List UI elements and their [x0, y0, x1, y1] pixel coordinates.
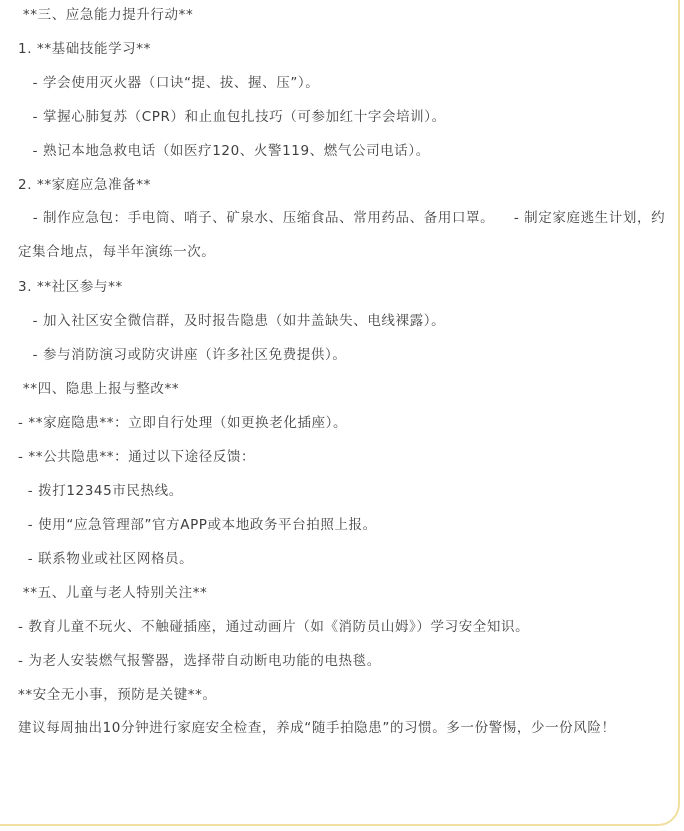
section-3-item-2-paragraph: - 制作应急包：手电筒、哨子、矿泉水、压缩食品、常用药品、备用口罩。 - 制定家庭逃生计划，约定集合地点，每半年演练一次。	[18, 210, 666, 260]
section-5-bullet-2: - 为老人安装燃气报警器，选择带自动断电功能的电热毯。	[18, 653, 381, 669]
section-3-item-1-bullet-1: - 学会使用灭火器（口诀“提、拔、握、压”）。	[18, 75, 320, 91]
section-5-bullet-1: - 教育儿童不玩火、不触碰插座，通过动画片（如《消防员山姆》）学习安全知识。	[18, 619, 530, 635]
section-4-sub-bullet-2: - 使用“应急管理部”官方APP或本地政务平台拍照上报。	[18, 517, 377, 533]
section-4-bullet-2: - **公共隐患**：通过以下途径反馈：	[18, 449, 256, 465]
section-5-heading: **五、儿童与老人特别关注**	[18, 585, 208, 601]
section-4-heading: **四、隐患上报与整改**	[18, 381, 180, 397]
section-3-item-1-heading: 1. **基础技能学习**	[18, 41, 151, 57]
section-3-item-2-heading: 2. **家庭应急准备**	[18, 177, 151, 193]
section-4-sub-bullet-3: - 联系物业或社区网格员。	[18, 551, 194, 567]
section-3-item-3-bullet-2: - 参与消防演习或防灾讲座（许多社区免费提供）。	[18, 347, 347, 363]
section-3-heading: **三、应急能力提升行动**	[18, 7, 194, 23]
section-3-item-3-heading: 3. **社区参与**	[18, 279, 123, 295]
section-4-bullet-1: - **家庭隐患**：立即自行处理（如更换老化插座）。	[18, 415, 348, 431]
section-3-item-3-bullet-1: - 加入社区安全微信群，及时报告隐患（如井盖缺失、电线裸露）。	[18, 313, 446, 329]
section-4-sub-bullet-1: - 拨打12345市民热线。	[18, 483, 183, 499]
closing-paragraph: 建议每周抽出10分钟进行家庭安全检查，养成“随手拍隐患”的习惯。多一份警惕，少一份风险！	[18, 720, 616, 736]
section-3-item-1-bullet-3: - 熟记本地急救电话（如医疗120、火警119、燃气公司电话）。	[18, 143, 430, 159]
closing-emphasis: **安全无小事，预防是关键**。	[18, 687, 217, 703]
section-3-item-1-bullet-2: - 掌握心肺复苏（CPR）和止血包扎技巧（可参加红十字会培训）。	[18, 109, 446, 125]
